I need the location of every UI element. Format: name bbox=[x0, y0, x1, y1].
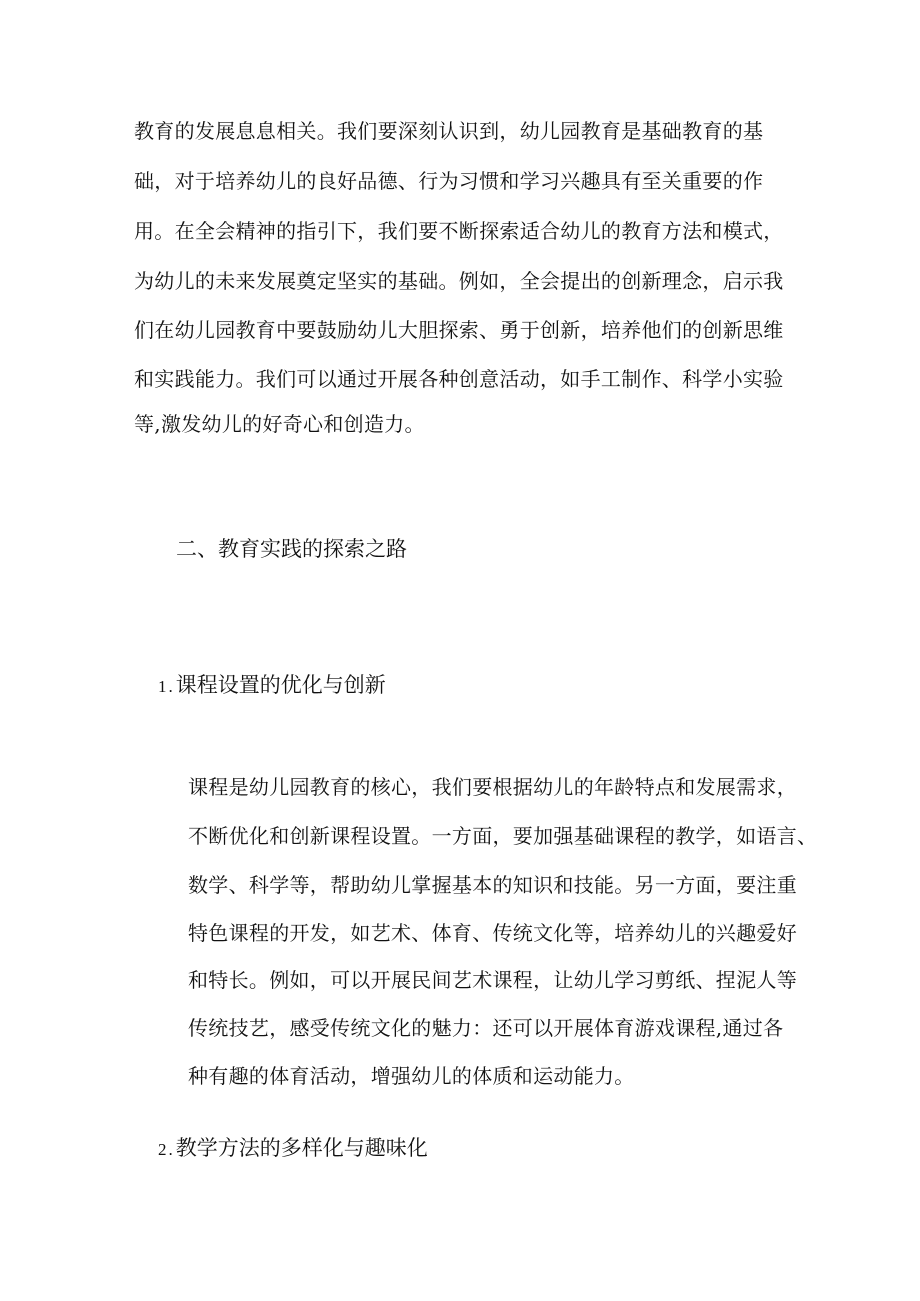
paragraph-line: 课程是幼儿园教育的核心，我们要根据幼儿的年龄特点和发展需求， bbox=[188, 775, 797, 799]
paragraph-line: 传统技艺，感受传统文化的魅力：还可以开展体育游戏课程,通过各 bbox=[188, 1016, 784, 1040]
subsection-2-dot: . bbox=[168, 1140, 173, 1159]
paragraph-line: 数学、科学等，帮助幼儿掌握基本的知识和技能。另一方面，要注重 bbox=[188, 873, 797, 897]
paragraph-line: 础，对于培养幼儿的良好品德、行为习惯和学习兴趣具有至关重要的作 bbox=[134, 169, 764, 193]
subsection-1-heading bbox=[158, 675, 386, 696]
subsection-1-title: 课程设置的优化与创新 bbox=[175, 673, 386, 697]
section-heading: 二、教育实践的探索之路 bbox=[176, 537, 407, 561]
subsection-1-number: 1 bbox=[158, 677, 167, 696]
paragraph-line: 们在幼儿园教育中要鼓励幼儿大胆探索、勇于创新，培养他们的创新思维 bbox=[134, 318, 784, 342]
paragraph-line: 用。在全会精神的指引下，我们要不断探索适合幼儿的教育方法和模式， bbox=[134, 219, 784, 243]
paragraph-line: 特色课程的开发，如艺术、体育、传统文化等，培养幼儿的兴趣爱好 bbox=[188, 921, 797, 945]
paragraph-line: 为幼儿的未来发展奠定坚实的基础。例如，全会提出的创新理念，启示我 bbox=[134, 269, 784, 293]
paragraph-line: 和特长。例如，可以开展民间艺术课程，让幼儿学习剪纸、捏泥人等 bbox=[188, 968, 797, 992]
paragraph-line: 教育的发展息息相关。我们要深刻认识到，幼儿园教育是基础教育的基 bbox=[134, 119, 764, 143]
subsection-1-dot: . bbox=[168, 677, 173, 696]
subsection-2-heading bbox=[158, 1138, 428, 1159]
subsection-2-number: 2 bbox=[158, 1140, 167, 1159]
paragraph-line: 和实践能力。我们可以通过开展各种创意活动，如手工制作、科学小实验 bbox=[134, 367, 784, 391]
subsection-2-title: 教学方法的多样化与趣味化 bbox=[175, 1136, 428, 1160]
paragraph-line: 等,激发幼儿的好奇心和创造力。 bbox=[134, 412, 425, 436]
paragraph-line: 不断优化和创新课程设置。一方面，要加强基础课程的教学，如语言、 bbox=[188, 824, 818, 848]
paragraph-line: 种有趣的体育活动，增强幼儿的体质和运动能力。 bbox=[188, 1064, 635, 1088]
